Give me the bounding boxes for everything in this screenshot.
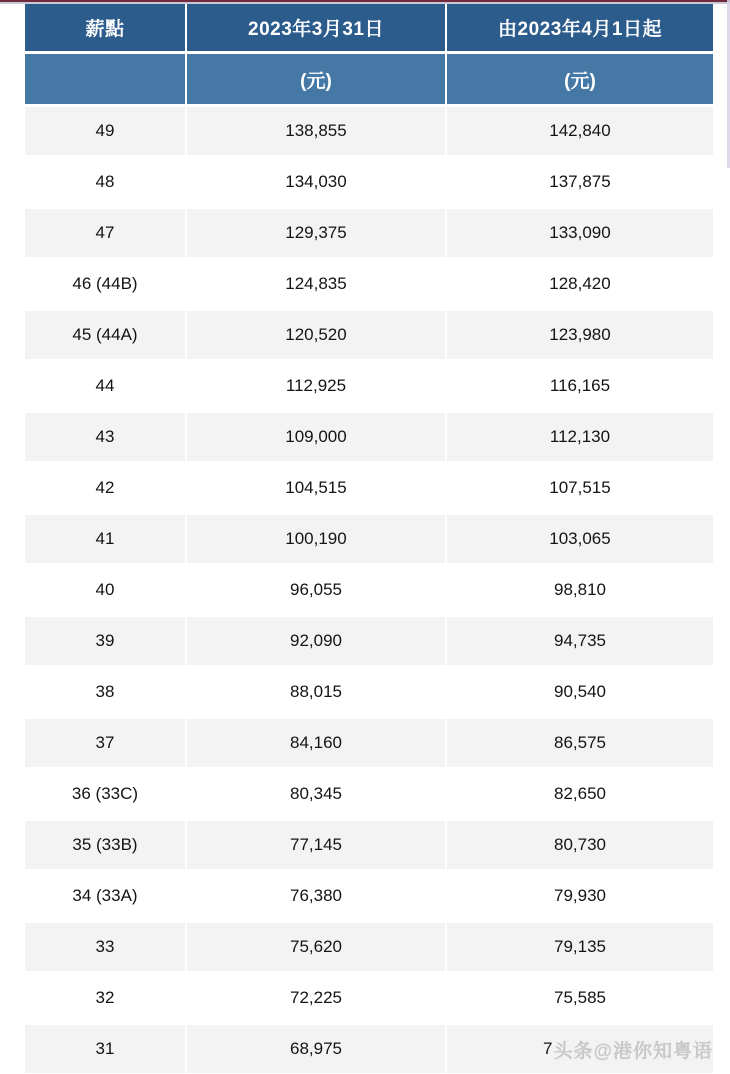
salary-table — [25, 4, 713, 1073]
after-salary-cell: 79,930 — [447, 872, 713, 920]
after-salary-cell: 98,810 — [447, 566, 713, 614]
before-salary-cell: 134,030 — [187, 158, 445, 206]
after-salary-cell: 75,585 — [447, 974, 713, 1022]
point-cell: 44 — [25, 362, 185, 410]
partial-salary-value: 7 — [543, 1039, 553, 1058]
after-salary-cell: 133,090 — [447, 209, 713, 257]
before-salary-cell: 104,515 — [187, 464, 445, 512]
after-salary-cell: 80,730 — [447, 821, 713, 869]
before-salary-cell: 75,620 — [187, 923, 445, 971]
before-salary-cell: 80,345 — [187, 770, 445, 818]
subheader-after-unit: (元) — [447, 54, 713, 104]
after-salary-cell-obscured — [447, 1025, 713, 1073]
point-cell: 49 — [25, 107, 185, 155]
column-header-point: 薪點 — [25, 4, 185, 51]
subheader-point-blank — [25, 54, 185, 104]
point-cell: 48 — [25, 158, 185, 206]
after-salary-cell: 94,735 — [447, 617, 713, 665]
point-cell: 43 — [25, 413, 185, 461]
point-cell: 38 — [25, 668, 185, 716]
point-cell: 40 — [25, 566, 185, 614]
before-salary-cell: 112,925 — [187, 362, 445, 410]
before-salary-cell: 68,975 — [187, 1025, 445, 1073]
point-cell: 47 — [25, 209, 185, 257]
point-cell: 33 — [25, 923, 185, 971]
before-salary-cell: 96,055 — [187, 566, 445, 614]
before-salary-cell: 120,520 — [187, 311, 445, 359]
before-salary-cell: 109,000 — [187, 413, 445, 461]
after-salary-cell: 123,980 — [447, 311, 713, 359]
before-salary-cell: 92,090 — [187, 617, 445, 665]
after-salary-cell: 103,065 — [447, 515, 713, 563]
point-cell: 46 (44B) — [25, 260, 185, 308]
before-salary-cell: 124,835 — [187, 260, 445, 308]
point-cell: 37 — [25, 719, 185, 767]
after-salary-cell: 107,515 — [447, 464, 713, 512]
point-cell: 45 (44A) — [25, 311, 185, 359]
point-cell: 32 — [25, 974, 185, 1022]
point-cell: 39 — [25, 617, 185, 665]
after-salary-cell: 86,575 — [447, 719, 713, 767]
before-salary-cell: 77,145 — [187, 821, 445, 869]
point-cell: 34 (33A) — [25, 872, 185, 920]
point-cell: 31 — [25, 1025, 185, 1073]
before-salary-cell: 76,380 — [187, 872, 445, 920]
after-salary-cell: 137,875 — [447, 158, 713, 206]
after-salary-cell: 116,165 — [447, 362, 713, 410]
before-salary-cell: 138,855 — [187, 107, 445, 155]
point-cell: 36 (33C) — [25, 770, 185, 818]
after-salary-cell: 82,650 — [447, 770, 713, 818]
after-salary-cell: 112,130 — [447, 413, 713, 461]
before-salary-cell: 72,225 — [187, 974, 445, 1022]
before-salary-cell: 100,190 — [187, 515, 445, 563]
before-salary-cell: 88,015 — [187, 668, 445, 716]
point-cell: 42 — [25, 464, 185, 512]
after-salary-cell: 79,135 — [447, 923, 713, 971]
column-header-before-date: 2023年3月31日 — [187, 4, 445, 51]
point-cell: 35 (33B) — [25, 821, 185, 869]
after-salary-cell: 90,540 — [447, 668, 713, 716]
watermark-text: 头条@港你知粤语 — [553, 1040, 713, 1062]
subheader-before-unit: (元) — [187, 54, 445, 104]
before-salary-cell: 84,160 — [187, 719, 445, 767]
after-salary-cell: 142,840 — [447, 107, 713, 155]
column-header-after-date: 由2023年4月1日起 — [447, 4, 713, 51]
point-cell: 41 — [25, 515, 185, 563]
before-salary-cell: 129,375 — [187, 209, 445, 257]
after-salary-cell: 128,420 — [447, 260, 713, 308]
